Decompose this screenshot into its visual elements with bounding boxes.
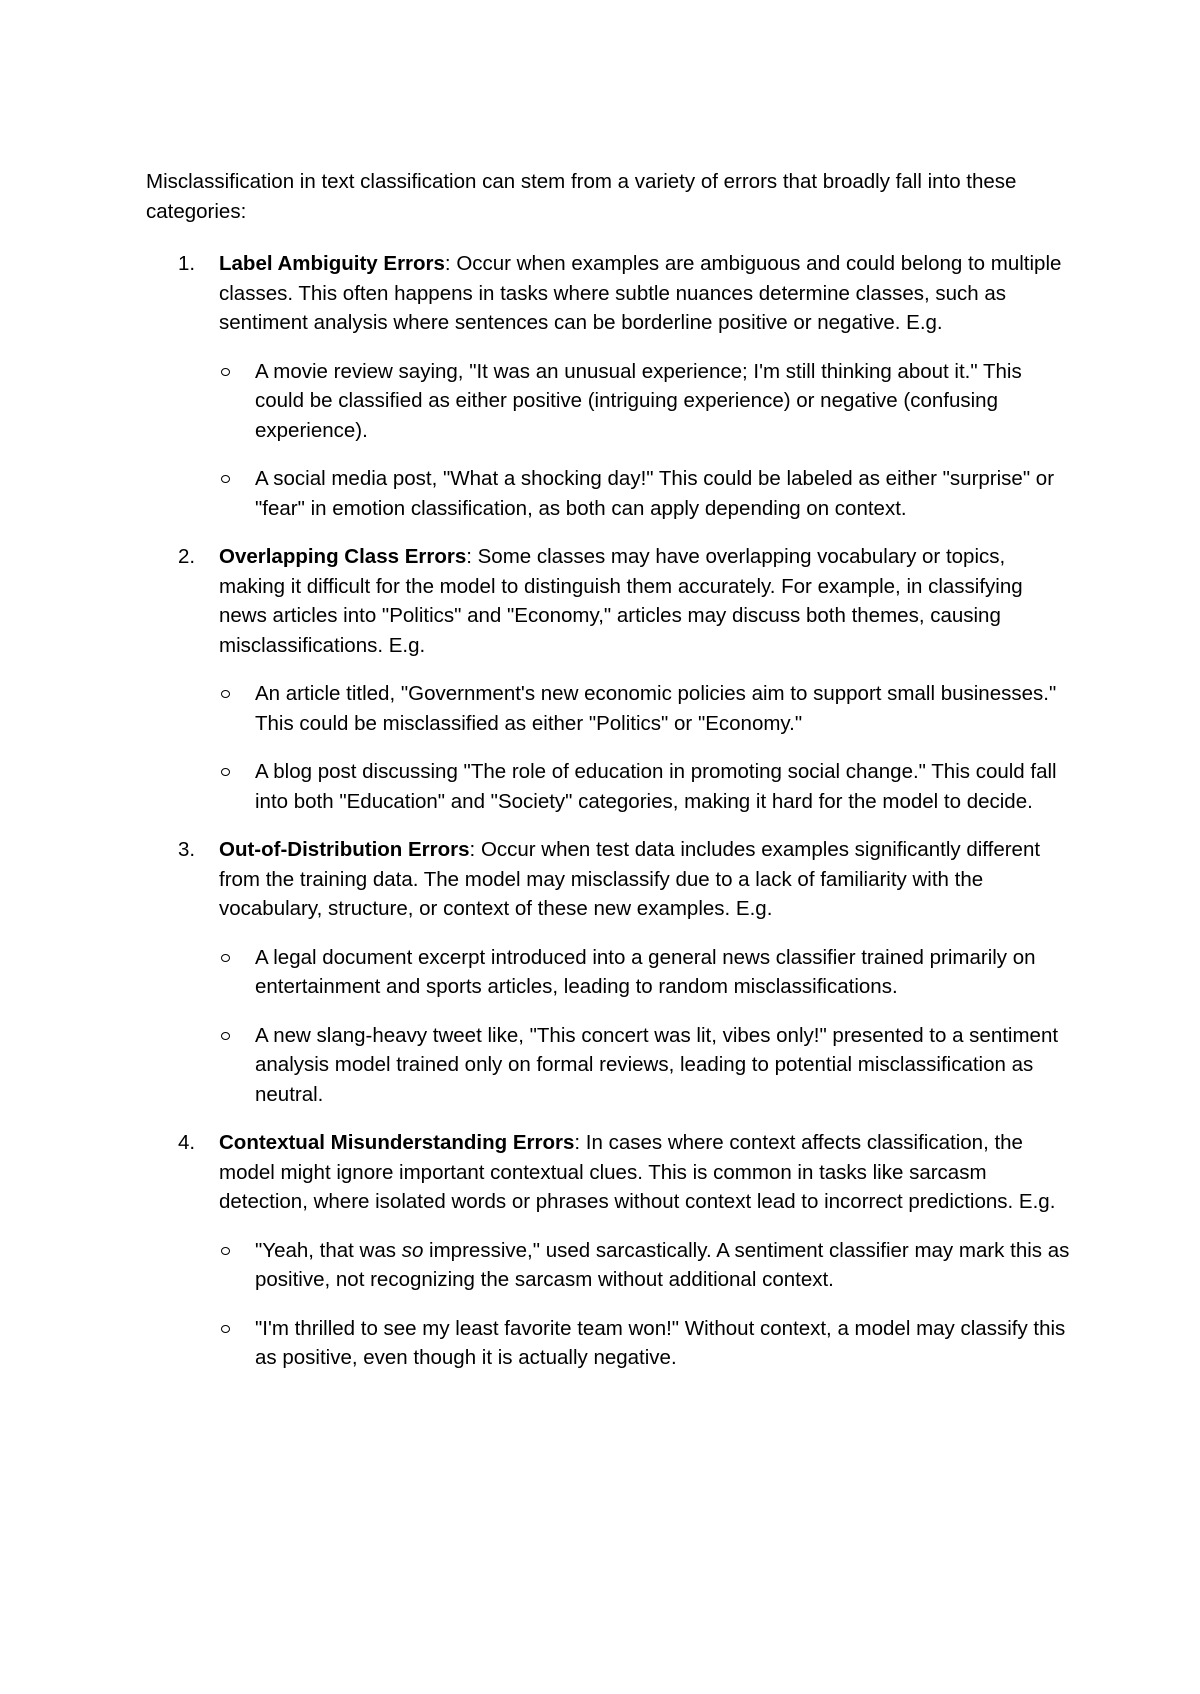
- example-item: [219, 1236, 1076, 1295]
- item-text: : Some classes may have overlapping vocabulary or topics, making it difficult for the model to distinguish them accurately. For example, in classifying news articles into "Politics" and "Economy," articles may discuss both themes, causing misclassifications. E.g.: [219, 545, 1023, 657]
- category-item: [146, 249, 1076, 523]
- item-title: Label Ambiguity Errors: [219, 252, 445, 275]
- item-description: [219, 249, 1076, 338]
- example-item: [219, 1021, 1076, 1110]
- example-item: [219, 357, 1076, 446]
- hollow-bullet-icon: [221, 768, 230, 776]
- example-text-part: "Yeah, that was: [255, 1238, 402, 1262]
- italic-emphasis: so: [401, 1238, 424, 1262]
- hollow-bullet-icon: [221, 954, 230, 962]
- item-title: Out-of-Distribution Errors: [219, 838, 470, 861]
- item-text: : Occur when examples are ambiguous and could belong to multiple classes. This often happens in tasks where subtle nuances determine classes, such as sentiment analysis where sentences can be borderline positive or negative. E.g.: [219, 252, 1062, 334]
- item-number: 3.: [178, 838, 196, 861]
- hollow-bullet-icon: [221, 1325, 230, 1333]
- example-item: [219, 464, 1076, 523]
- category-item: [146, 542, 1076, 816]
- example-text: A blog post discussing "The role of education in promoting social change." This could fall into both "Education" and "Society" categories, making it hard for the model to decide.: [255, 760, 1057, 813]
- example-text: A new slang-heavy tweet like, "This concert was lit, vibes only!" presented to a sentiment analysis model trained only on formal reviews, leading to potential misclassification as neutral.: [255, 1023, 1059, 1106]
- hollow-bullet-icon: [221, 1032, 230, 1040]
- item-number: 2.: [178, 545, 196, 568]
- category-item: [146, 835, 1076, 1109]
- example-item: [219, 757, 1076, 816]
- item-text: : Occur when test data includes examples significantly different from the training data. The model may misclassify due to a lack of familiarity with the vocabulary, structure, or context of these new examples. E.g.: [219, 838, 1041, 920]
- hollow-bullet-icon: [221, 475, 230, 483]
- example-text: A social media post, "What a shocking day!" This could be labeled as either "surprise" or "fear" in emotion classification, as both can apply depending on context.: [255, 467, 1055, 520]
- example-text: A movie review saying, "It was an unusual experience; I'm still thinking about it." This could be classified as either positive (intriguing experience) or negative (confusing experience).: [255, 359, 1022, 442]
- example-item: [219, 1314, 1076, 1373]
- example-item: [219, 943, 1076, 1002]
- item-number: 4.: [178, 1131, 196, 1154]
- intro-paragraph: Misclassification in text classification can stem from a variety of errors that broadly fall into these categories:: [146, 170, 1017, 223]
- item-description: [219, 835, 1076, 924]
- category-item: [146, 1128, 1076, 1373]
- hollow-bullet-icon: [221, 690, 230, 698]
- example-text: [255, 1239, 1069, 1292]
- item-number: 1.: [178, 252, 196, 275]
- example-text-part: impressive," used sarcastically. A sentiment classifier may mark this as positive, not recognizing the sarcasm without additional context.: [255, 1238, 1070, 1291]
- item-title: Overlapping Class Errors: [219, 545, 467, 568]
- item-description: [219, 1128, 1076, 1217]
- item-title: Contextual Misunderstanding Errors: [219, 1131, 575, 1154]
- hollow-bullet-icon: [221, 1247, 230, 1255]
- example-text: A legal document excerpt introduced into a general news classifier trained primarily on entertainment and sports articles, leading to random misclassifications.: [255, 945, 1036, 998]
- hollow-bullet-icon: [221, 368, 230, 376]
- document-page: [146, 167, 1076, 1392]
- item-description: [219, 542, 1076, 660]
- example-text: An article titled, "Government's new economic policies aim to support small businesses." This could be misclassified as either "Politics" or "Economy.": [255, 682, 1057, 735]
- example-item: [219, 679, 1076, 738]
- item-text: : In cases where context affects classification, the model might ignore important contextual clues. This is common in tasks like sarcasm detection, where isolated words or phrases without context lead to incorrect predictions. E.g.: [219, 1131, 1056, 1213]
- example-text: "I'm thrilled to see my least favorite team won!" Without context, a model may classify this as positive, even though it is actually negative.: [255, 1316, 1066, 1369]
